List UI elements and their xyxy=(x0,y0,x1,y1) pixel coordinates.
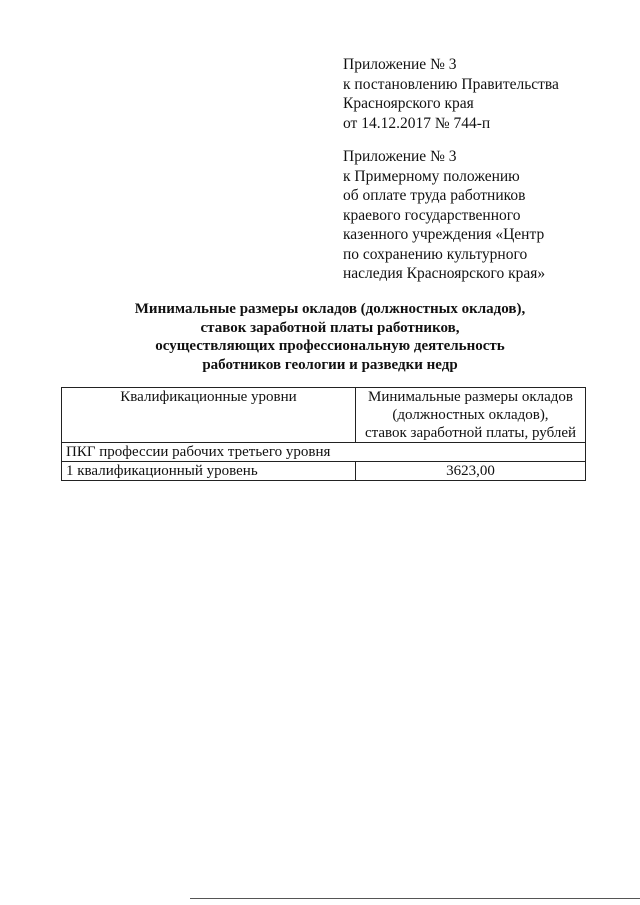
professional-group-label: ПКГ профессии рабочих третьего уровня xyxy=(62,443,586,462)
title-line: осуществляющих профессиональную деятельность xyxy=(155,338,505,354)
header-line: Минимальные размеры окладов xyxy=(368,389,573,405)
header-qualification-levels: Квалификационные уровни xyxy=(62,388,356,443)
appendix-line: Приложение № 3 xyxy=(343,56,457,73)
header-line: (должностных окладов), xyxy=(392,407,549,423)
appendix-line: Красноярского края xyxy=(343,95,474,112)
header-line: ставок заработной платы, рублей xyxy=(364,425,577,441)
appendix-line: от 14.12.2017 № 744-п xyxy=(343,114,491,132)
qualification-level-cell: 1 квалификационный уровень xyxy=(62,462,356,481)
appendix-line: по сохранению культурного xyxy=(343,245,528,263)
appendix-line: наследия Красноярского края» xyxy=(343,265,546,282)
table-row xyxy=(62,462,586,481)
appendix-line: казенного учреждения «Центр xyxy=(343,226,545,243)
salary-amount-cell: 3623,00 xyxy=(356,462,586,481)
document-title xyxy=(90,300,570,374)
appendix-line: Приложение № 3 xyxy=(343,148,457,165)
table-group-row xyxy=(62,443,586,462)
appendix-header-regulation xyxy=(343,147,545,284)
salary-table xyxy=(61,387,586,481)
title-line: Минимальные размеры окладов (должностных окладов), xyxy=(134,301,526,317)
title-line: ставок заработной платы работников, xyxy=(200,319,460,336)
appendix-line: об оплате труда работников xyxy=(343,187,526,204)
table-header-row xyxy=(62,388,586,443)
appendix-header-resolution xyxy=(343,55,559,133)
title-line: работников геологии и разведки недр xyxy=(202,356,458,373)
appendix-line: краевого государственного xyxy=(343,206,521,224)
header-minimum-salaries xyxy=(356,388,586,443)
appendix-line: к Примерному положению xyxy=(343,167,520,185)
appendix-line: к постановлению Правительства xyxy=(343,75,559,93)
scan-edge-line xyxy=(190,898,640,899)
